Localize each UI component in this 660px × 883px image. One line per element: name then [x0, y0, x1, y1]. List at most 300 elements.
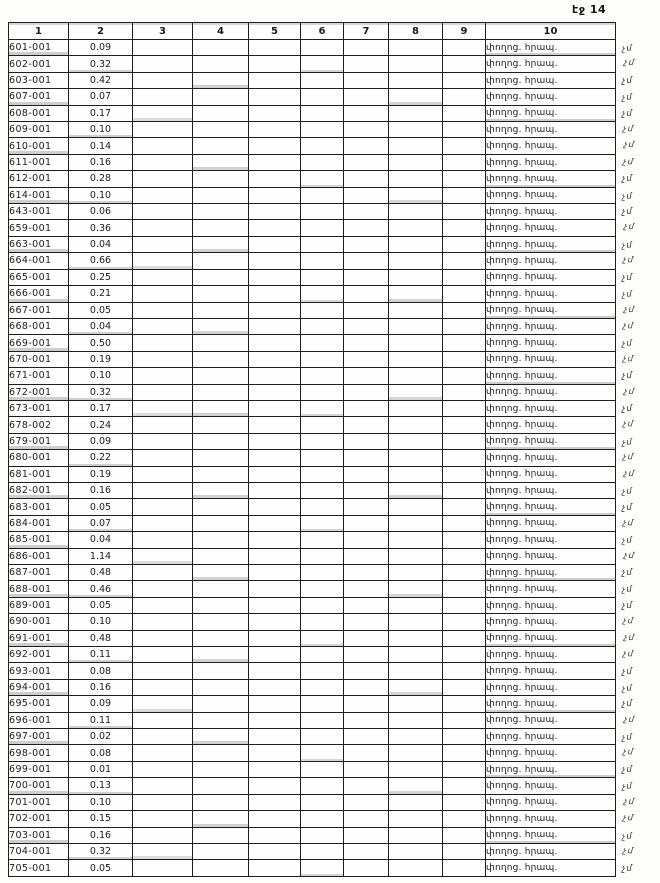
- empty-cell: [443, 105, 486, 121]
- land-use-cell: փողոց. հրապ.: [486, 482, 616, 498]
- empty-cell: [193, 466, 249, 482]
- empty-cell: [389, 696, 443, 712]
- empty-cell: [389, 679, 443, 695]
- empty-cell: [133, 204, 193, 220]
- empty-cell: [443, 761, 486, 777]
- empty-cell: [344, 745, 389, 761]
- empty-cell: [301, 384, 344, 400]
- empty-cell: [389, 712, 443, 728]
- empty-cell: [193, 269, 249, 285]
- empty-cell: [344, 89, 389, 105]
- empty-cell: [249, 647, 301, 663]
- margin-note: չմ: [621, 732, 634, 744]
- empty-cell: [443, 515, 486, 531]
- parcel-code-cell: 693-001: [9, 663, 69, 679]
- empty-cell: [389, 614, 443, 630]
- empty-cell: [249, 630, 301, 646]
- empty-cell: [344, 368, 389, 384]
- parcel-code-cell: 698-001: [9, 745, 69, 761]
- table-row: [9, 679, 616, 695]
- margin-note: չմ: [621, 781, 634, 793]
- empty-cell: [344, 548, 389, 564]
- margin-note: չմ: [621, 289, 634, 301]
- empty-cell: [133, 89, 193, 105]
- empty-cell: [301, 794, 344, 810]
- area-value-cell: 0.46: [69, 581, 133, 597]
- area-value-cell: 0.04: [69, 236, 133, 252]
- empty-cell: [193, 532, 249, 548]
- empty-cell: [133, 565, 193, 581]
- margin-note: չմ: [622, 601, 633, 612]
- empty-cell: [301, 89, 344, 105]
- empty-cell: [443, 171, 486, 187]
- empty-cell: [389, 302, 443, 318]
- empty-cell: [344, 204, 389, 220]
- empty-cell: [133, 761, 193, 777]
- empty-cell: [389, 40, 443, 56]
- area-value-cell: 1.14: [69, 548, 133, 564]
- empty-cell: [389, 729, 443, 745]
- land-use-cell: փողոց. հրապ.: [486, 318, 616, 334]
- empty-cell: [249, 745, 301, 761]
- column-header: 3: [133, 23, 193, 40]
- table-row: [9, 548, 616, 564]
- empty-cell: [344, 450, 389, 466]
- parcel-code-cell: 602-001: [9, 56, 69, 72]
- land-use-cell: փողոց. հրապ.: [486, 532, 616, 548]
- empty-cell: [301, 515, 344, 531]
- empty-cell: [133, 286, 193, 302]
- empty-cell: [133, 335, 193, 351]
- empty-cell: [443, 122, 486, 138]
- empty-cell: [344, 286, 389, 302]
- empty-cell: [193, 236, 249, 252]
- area-value-cell: 0.28: [69, 171, 133, 187]
- empty-cell: [301, 351, 344, 367]
- empty-cell: [193, 187, 249, 203]
- empty-cell: [301, 56, 344, 72]
- land-use-cell: փողոց. հրապ.: [486, 647, 616, 663]
- table-row: [9, 351, 616, 367]
- empty-cell: [389, 384, 443, 400]
- empty-cell: [389, 811, 443, 827]
- empty-cell: [249, 712, 301, 728]
- empty-cell: [344, 581, 389, 597]
- empty-cell: [133, 482, 193, 498]
- empty-cell: [443, 302, 486, 318]
- empty-cell: [249, 368, 301, 384]
- empty-cell: [133, 122, 193, 138]
- empty-cell: [249, 269, 301, 285]
- empty-cell: [249, 433, 301, 449]
- area-value-cell: 0.24: [69, 417, 133, 433]
- land-use-cell: փողոց. հրապ.: [486, 450, 616, 466]
- parcel-code-cell: 681-001: [9, 466, 69, 482]
- empty-cell: [301, 187, 344, 203]
- empty-cell: [443, 679, 486, 695]
- empty-cell: [443, 581, 486, 597]
- empty-cell: [193, 614, 249, 630]
- empty-cell: [443, 712, 486, 728]
- area-value-cell: 0.32: [69, 56, 133, 72]
- area-value-cell: 0.08: [69, 745, 133, 761]
- table-row: [9, 860, 616, 876]
- empty-cell: [301, 663, 344, 679]
- cadastre-table: [8, 22, 616, 877]
- empty-cell: [443, 220, 486, 236]
- table-row: [9, 712, 616, 728]
- margin-note: չմ: [622, 255, 635, 267]
- parcel-code-cell: 690-001: [9, 614, 69, 630]
- empty-cell: [249, 450, 301, 466]
- land-use-cell: փողոց. հրապ.: [486, 630, 616, 646]
- empty-cell: [344, 122, 389, 138]
- empty-cell: [389, 532, 443, 548]
- parcel-code-cell: 689-001: [9, 597, 69, 613]
- land-use-cell: փողոց. հրապ.: [486, 105, 616, 121]
- empty-cell: [389, 794, 443, 810]
- empty-cell: [133, 56, 193, 72]
- empty-cell: [389, 761, 443, 777]
- parcel-code-cell: 678-002: [9, 417, 69, 433]
- empty-cell: [443, 532, 486, 548]
- empty-cell: [193, 302, 249, 318]
- empty-cell: [193, 253, 249, 269]
- empty-cell: [133, 811, 193, 827]
- empty-cell: [133, 499, 193, 515]
- empty-cell: [249, 302, 301, 318]
- empty-cell: [389, 171, 443, 187]
- margin-note: չմ: [621, 240, 634, 252]
- empty-cell: [344, 499, 389, 515]
- table-row: [9, 433, 616, 449]
- empty-cell: [389, 745, 443, 761]
- parcel-code-cell: 686-001: [9, 548, 69, 564]
- table-row: [9, 72, 616, 88]
- margin-note: չմ: [622, 747, 635, 759]
- empty-cell: [389, 138, 443, 154]
- empty-cell: [389, 318, 443, 334]
- empty-cell: [301, 171, 344, 187]
- empty-cell: [301, 778, 344, 794]
- empty-cell: [249, 679, 301, 695]
- empty-cell: [193, 827, 249, 843]
- margin-note: չմ: [622, 568, 633, 579]
- area-value-cell: 0.05: [69, 860, 133, 876]
- margin-note: չմ: [623, 57, 636, 70]
- parcel-code-cell: 700-001: [9, 778, 69, 794]
- table-row: [9, 40, 616, 56]
- empty-cell: [133, 400, 193, 416]
- empty-cell: [344, 400, 389, 416]
- empty-cell: [344, 253, 389, 269]
- land-use-cell: փողոց. հրապ.: [486, 581, 616, 597]
- table-row: [9, 614, 616, 630]
- parcel-code-cell: 668-001: [9, 318, 69, 334]
- area-value-cell: 0.10: [69, 187, 133, 203]
- table-row: [9, 450, 616, 466]
- empty-cell: [249, 482, 301, 498]
- empty-cell: [344, 335, 389, 351]
- empty-cell: [249, 236, 301, 252]
- empty-cell: [193, 72, 249, 88]
- area-value-cell: 0.25: [69, 269, 133, 285]
- area-value-cell: 0.66: [69, 253, 133, 269]
- empty-cell: [249, 105, 301, 121]
- empty-cell: [133, 630, 193, 646]
- table-row: [9, 794, 616, 810]
- empty-cell: [301, 761, 344, 777]
- parcel-code-cell: 659-001: [9, 220, 69, 236]
- empty-cell: [301, 417, 344, 433]
- empty-cell: [301, 105, 344, 121]
- empty-cell: [193, 696, 249, 712]
- empty-cell: [249, 220, 301, 236]
- land-use-cell: փողոց. հրապ.: [486, 466, 616, 482]
- parcel-code-cell: 607-001: [9, 89, 69, 105]
- empty-cell: [344, 433, 389, 449]
- empty-cell: [249, 318, 301, 334]
- empty-cell: [443, 138, 486, 154]
- margin-note: չմ: [623, 468, 636, 480]
- land-use-cell: փողոց. հրապ.: [486, 712, 616, 728]
- empty-cell: [193, 761, 249, 777]
- table-row: [9, 811, 616, 827]
- empty-cell: [389, 466, 443, 482]
- margin-note: չմ: [622, 616, 635, 627]
- empty-cell: [344, 187, 389, 203]
- column-header: 7: [344, 23, 389, 40]
- table-row: [9, 335, 616, 351]
- empty-cell: [344, 105, 389, 121]
- empty-cell: [249, 860, 301, 876]
- empty-cell: [389, 269, 443, 285]
- empty-cell: [249, 827, 301, 843]
- empty-cell: [249, 138, 301, 154]
- column-header: 4: [193, 23, 249, 40]
- empty-cell: [193, 729, 249, 745]
- empty-cell: [249, 515, 301, 531]
- parcel-code-cell: 685-001: [9, 532, 69, 548]
- empty-cell: [133, 302, 193, 318]
- empty-cell: [344, 696, 389, 712]
- empty-cell: [133, 318, 193, 334]
- area-value-cell: 0.17: [69, 400, 133, 416]
- table-row: [9, 696, 616, 712]
- empty-cell: [443, 40, 486, 56]
- empty-cell: [389, 220, 443, 236]
- empty-cell: [344, 302, 389, 318]
- empty-cell: [443, 72, 486, 88]
- empty-cell: [133, 368, 193, 384]
- empty-cell: [133, 351, 193, 367]
- empty-cell: [389, 647, 443, 663]
- empty-cell: [443, 548, 486, 564]
- empty-cell: [193, 318, 249, 334]
- area-value-cell: 0.19: [69, 351, 133, 367]
- margin-note: չմ: [622, 699, 633, 710]
- empty-cell: [133, 581, 193, 597]
- empty-cell: [344, 351, 389, 367]
- empty-cell: [389, 335, 443, 351]
- land-use-cell: փողոց. հրապ.: [486, 187, 616, 203]
- empty-cell: [133, 433, 193, 449]
- land-use-cell: փողոց. հրապ.: [486, 56, 616, 72]
- empty-cell: [249, 417, 301, 433]
- table-row: [9, 171, 616, 187]
- empty-cell: [443, 384, 486, 400]
- table-row: [9, 466, 616, 482]
- empty-cell: [389, 499, 443, 515]
- empty-cell: [443, 843, 486, 859]
- land-use-cell: փողոց. հրապ.: [486, 515, 616, 531]
- empty-cell: [133, 860, 193, 876]
- margin-note: չմ: [621, 191, 634, 202]
- empty-cell: [249, 72, 301, 88]
- area-value-cell: 0.04: [69, 318, 133, 334]
- land-use-cell: փողոց. հրապ.: [486, 597, 616, 613]
- land-use-cell: փողոց. հրապ.: [486, 269, 616, 285]
- empty-cell: [301, 548, 344, 564]
- empty-cell: [344, 712, 389, 728]
- table-row: [9, 236, 616, 252]
- empty-cell: [249, 614, 301, 630]
- area-value-cell: 0.16: [69, 154, 133, 170]
- table-row: [9, 597, 616, 613]
- empty-cell: [389, 417, 443, 433]
- empty-cell: [133, 269, 193, 285]
- parcel-code-cell: 688-001: [9, 581, 69, 597]
- empty-cell: [389, 105, 443, 121]
- empty-cell: [301, 286, 344, 302]
- empty-cell: [301, 302, 344, 318]
- empty-cell: [193, 138, 249, 154]
- empty-cell: [443, 630, 486, 646]
- margin-note: չմ: [622, 174, 633, 185]
- empty-cell: [301, 40, 344, 56]
- empty-cell: [344, 778, 389, 794]
- empty-cell: [249, 286, 301, 302]
- parcel-code-cell: 691-001: [9, 630, 69, 646]
- area-value-cell: 0.14: [69, 138, 133, 154]
- area-value-cell: 0.07: [69, 89, 133, 105]
- empty-cell: [301, 253, 344, 269]
- margin-note: չմ: [623, 222, 636, 234]
- empty-cell: [443, 433, 486, 449]
- empty-cell: [344, 56, 389, 72]
- empty-cell: [389, 515, 443, 531]
- empty-cell: [193, 154, 249, 170]
- empty-cell: [344, 630, 389, 646]
- empty-cell: [301, 482, 344, 498]
- empty-cell: [249, 122, 301, 138]
- empty-cell: [344, 482, 389, 498]
- margin-note: չմ: [621, 486, 634, 498]
- empty-cell: [133, 532, 193, 548]
- empty-cell: [301, 72, 344, 88]
- empty-cell: [193, 400, 249, 416]
- empty-cell: [443, 318, 486, 334]
- margin-note: չմ: [623, 386, 636, 398]
- parcel-code-cell: 683-001: [9, 499, 69, 515]
- empty-cell: [443, 204, 486, 220]
- empty-cell: [301, 236, 344, 252]
- area-value-cell: 0.10: [69, 368, 133, 384]
- land-use-cell: փողոց. հրապ.: [486, 302, 616, 318]
- land-use-cell: փողոց. հրապ.: [486, 499, 616, 515]
- column-header: 1: [9, 23, 69, 40]
- land-use-cell: փողոց. հրապ.: [486, 138, 616, 154]
- land-use-cell: փողոց. հրապ.: [486, 745, 616, 761]
- empty-cell: [344, 417, 389, 433]
- empty-cell: [443, 400, 486, 416]
- margin-notes-column: [622, 40, 658, 877]
- parcel-code-cell: 704-001: [9, 843, 69, 859]
- table-row: [9, 515, 616, 531]
- empty-cell: [193, 417, 249, 433]
- parcel-code-cell: 697-001: [9, 729, 69, 745]
- land-use-cell: փողոց. հրապ.: [486, 220, 616, 236]
- empty-cell: [301, 696, 344, 712]
- empty-cell: [249, 40, 301, 56]
- empty-cell: [389, 56, 443, 72]
- empty-cell: [133, 187, 193, 203]
- empty-cell: [389, 89, 443, 105]
- empty-cell: [344, 532, 389, 548]
- empty-cell: [193, 105, 249, 121]
- empty-cell: [344, 154, 389, 170]
- table-row: [9, 745, 616, 761]
- empty-cell: [301, 614, 344, 630]
- empty-cell: [133, 712, 193, 728]
- empty-cell: [301, 450, 344, 466]
- empty-cell: [344, 220, 389, 236]
- empty-cell: [344, 794, 389, 810]
- empty-cell: [344, 138, 389, 154]
- empty-cell: [389, 72, 443, 88]
- area-value-cell: 0.13: [69, 778, 133, 794]
- empty-cell: [193, 565, 249, 581]
- land-use-cell: փողոց. հրապ.: [486, 663, 616, 679]
- parcel-code-cell: 702-001: [9, 811, 69, 827]
- empty-cell: [301, 565, 344, 581]
- parcel-code-cell: 608-001: [9, 105, 69, 121]
- empty-cell: [249, 597, 301, 613]
- margin-note: չմ: [621, 535, 634, 547]
- land-use-cell: փողոց. հրապ.: [486, 565, 616, 581]
- area-value-cell: 0.15: [69, 811, 133, 827]
- empty-cell: [193, 794, 249, 810]
- empty-cell: [301, 630, 344, 646]
- empty-cell: [389, 122, 443, 138]
- parcel-code-cell: 703-001: [9, 827, 69, 843]
- parcel-code-cell: 612-001: [9, 171, 69, 187]
- land-use-cell: փողոց. հրապ.: [486, 286, 616, 302]
- parcel-code-cell: 609-001: [9, 122, 69, 138]
- margin-note: չմ: [622, 419, 635, 431]
- table-row: [9, 154, 616, 170]
- empty-cell: [133, 827, 193, 843]
- empty-cell: [249, 565, 301, 581]
- empty-cell: [301, 154, 344, 170]
- column-header: 5: [249, 23, 301, 40]
- margin-note: չմ: [623, 714, 636, 726]
- empty-cell: [344, 236, 389, 252]
- parcel-code-cell: 679-001: [9, 433, 69, 449]
- empty-cell: [443, 811, 486, 827]
- area-value-cell: 0.10: [69, 122, 133, 138]
- margin-note: չմ: [622, 666, 633, 677]
